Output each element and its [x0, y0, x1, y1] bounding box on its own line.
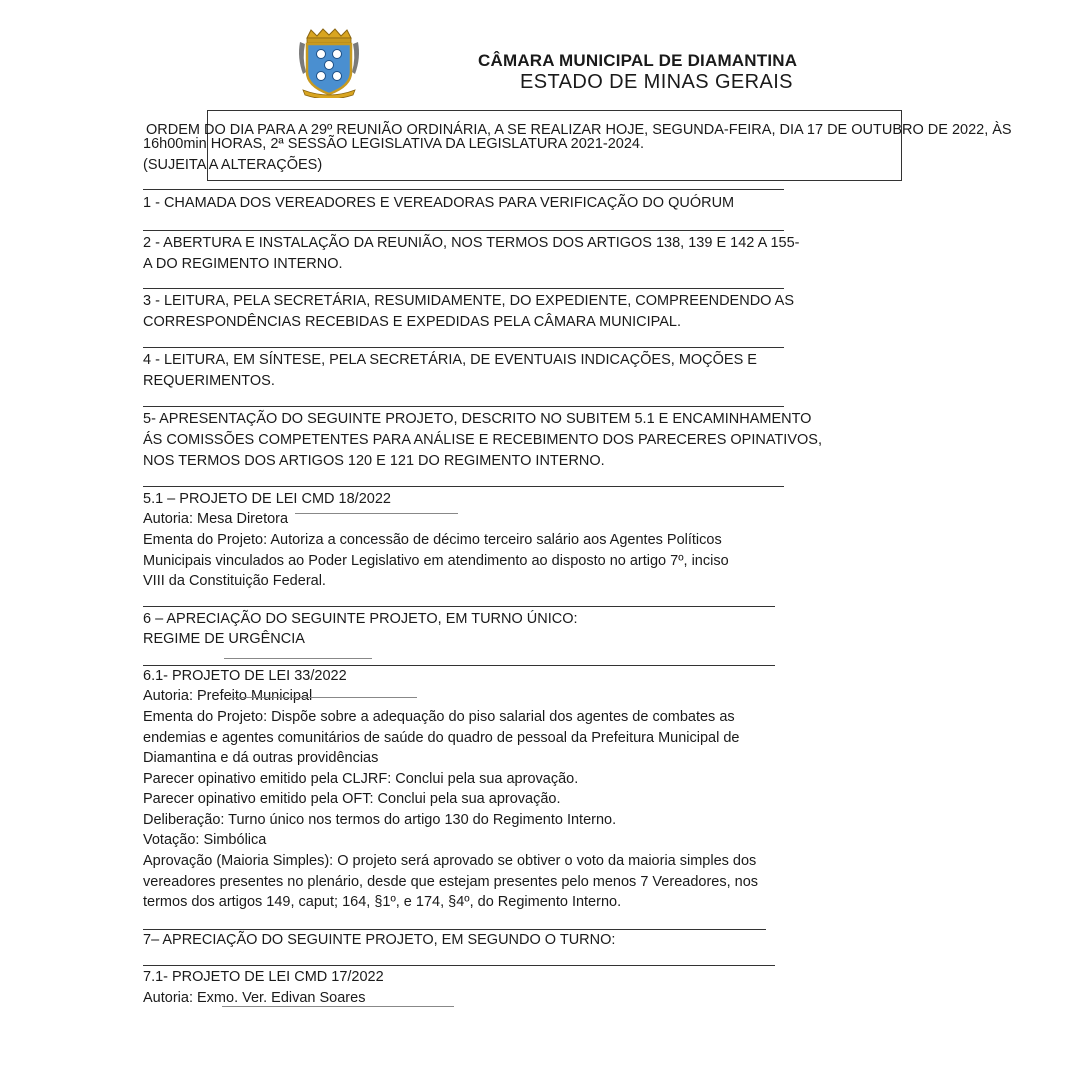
- underline-mark: [230, 697, 417, 698]
- project-5-1-autoria: Autoria: Mesa Diretora: [143, 511, 289, 527]
- project-6-1-deliberacao: Deliberação: Turno único nos termos do artigo 130 do Regimento Interno.: [143, 812, 617, 828]
- agenda-item-2-cont: A DO REGIMENTO INTERNO.: [143, 256, 343, 272]
- agenda-item-2: 2 - ABERTURA E INSTALAÇÃO DA REUNIÃO, NOS TERMOS DOS ARTIGOS 138, 139 E 142 A 155-: [143, 235, 800, 251]
- agenda-item-3-cont: CORRESPONDÊNCIAS RECEBIDAS E EXPEDIDAS PELA CÂMARA MUNICIPAL.: [143, 314, 681, 330]
- intro-line: ORDEM DO DIA PARA A 29º REUNIÃO ORDINÁRIA, A SE REALIZAR HOJE, SEGUNDA-FEIRA, DIA 17 DE OUTUBRO DE 2022, ÀS: [146, 122, 1012, 138]
- agenda-item-5-cont: ÁS COMISSÕES COMPETENTES PARA ANÁLISE E RECEBIMENTO DOS PARECERES OPINATIVOS,: [143, 432, 822, 448]
- project-5-1-ementa: VIII da Constituição Federal.: [143, 573, 326, 589]
- project-6-1-parecer: Parecer opinativo emitido pela OFT: Conclui pela sua aprovação.: [143, 791, 561, 807]
- project-6-1-title: 6.1- PROJETO DE LEI 33/2022: [143, 668, 347, 684]
- project-5-1-ementa: Municipais vinculados ao Poder Legislativo em atendimento ao disposto no artigo 7º, inciso: [143, 553, 729, 569]
- project-7-1-autoria: Autoria: Exmo. Ver. Edivan Soares: [143, 990, 366, 1006]
- agenda-item-4: 4 - LEITURA, EM SÍNTESE, PELA SECRETÁRIA, DE EVENTUAIS INDICAÇÕES, MOÇÕES E: [143, 352, 757, 368]
- project-6-1-ementa: Diamantina e dá outras providências: [143, 750, 379, 766]
- project-5-1-title: 5.1 – PROJETO DE LEI CMD 18/2022: [143, 491, 391, 507]
- agenda-item-7: 7– APRECIAÇÃO DO SEGUINTE PROJETO, EM SEGUNDO O TURNO:: [143, 932, 616, 948]
- project-6-1-aprovacao: vereadores presentes no plenário, desde que estejam presentes pelo menos 7 Vereadores, nos: [143, 874, 759, 890]
- project-6-1-ementa: endemias e agentes comunitários de saúde do quadro de pessoal da Prefeitura Municipal de: [143, 730, 740, 746]
- project-6-1-ementa: Ementa do Projeto: Dispõe sobre a adequação do piso salarial dos agentes de combates as: [143, 709, 735, 725]
- project-6-1-votacao: Votação: Simbólica: [143, 832, 267, 848]
- separator-line: [143, 606, 775, 607]
- state-subtitle: ESTADO DE MINAS GERAIS: [520, 71, 793, 93]
- agenda-item-4-cont: REQUERIMENTOS.: [143, 373, 275, 389]
- separator-line: [143, 347, 784, 348]
- underline-mark: [222, 1006, 454, 1007]
- municipal-coat-of-arms-icon: [297, 28, 361, 98]
- separator-line: [143, 189, 784, 190]
- project-7-1-title: 7.1- PROJETO DE LEI CMD 17/2022: [143, 969, 384, 985]
- underline-mark: [295, 513, 458, 514]
- agenda-item-1: 1 - CHAMADA DOS VEREADORES E VEREADORAS PARA VERIFICAÇÃO DO QUÓRUM: [143, 195, 735, 211]
- project-5-1-ementa: Ementa do Projeto: Autoriza a concessão de décimo terceiro salário aos Agentes Políticos: [143, 532, 722, 548]
- agenda-item-6-regime: REGIME DE URGÊNCIA: [143, 631, 305, 647]
- agenda-item-6: 6 – APRECIAÇÃO DO SEGUINTE PROJETO, EM TURNO ÚNICO:: [143, 611, 578, 627]
- project-6-1-parecer: Parecer opinativo emitido pela CLJRF: Conclui pela sua aprovação.: [143, 771, 579, 787]
- chamber-title: CÂMARA MUNICIPAL DE DIAMANTINA: [478, 51, 798, 70]
- project-6-1-aprovacao: termos dos artigos 149, caput; 164, §1º, e 174, §4º, do Regimento Interno.: [143, 894, 622, 910]
- intro-note: (SUJEITA A ALTERAÇÕES): [143, 157, 323, 173]
- intro-line: 16h00min HORAS, 2ª SESSÃO LEGISLATIVA DA LEGISLATURA 2021-2024.: [143, 136, 645, 152]
- agenda-item-5-cont: NOS TERMOS DOS ARTIGOS 120 E 121 DO REGIMENTO INTERNO.: [143, 453, 605, 469]
- separator-line: [143, 288, 784, 289]
- project-6-1-autoria: Autoria: Prefeito Municipal: [143, 688, 313, 704]
- underline-mark: [224, 658, 372, 659]
- separator-line: [143, 486, 784, 487]
- separator-line: [143, 965, 775, 966]
- separator-line: [143, 230, 784, 231]
- separator-line: [143, 406, 784, 407]
- agenda-item-5: 5- APRESENTAÇÃO DO SEGUINTE PROJETO, DESCRITO NO SUBITEM 5.1 E ENCAMINHAMENTO: [143, 411, 812, 427]
- agenda-item-3: 3 - LEITURA, PELA SECRETÁRIA, RESUMIDAMENTE, DO EXPEDIENTE, COMPREENDENDO AS: [143, 293, 795, 309]
- project-6-1-aprovacao: Aprovação (Maioria Simples): O projeto será aprovado se obtiver o voto da maioria simples dos: [143, 853, 757, 869]
